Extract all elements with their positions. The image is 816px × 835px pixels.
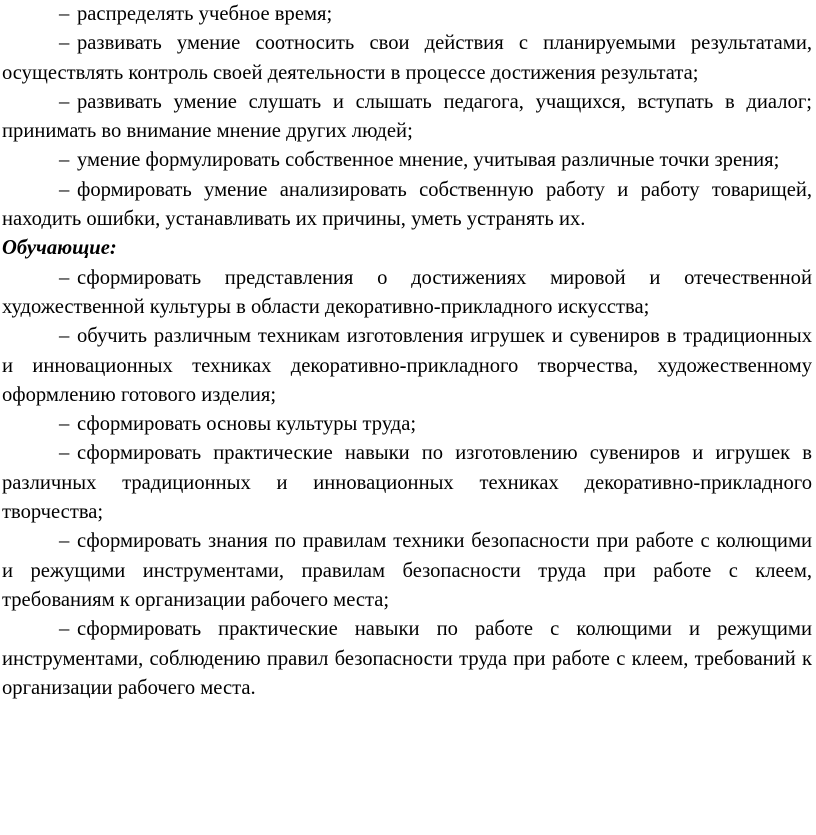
list-item bbox=[2, 29, 812, 88]
bullet-dash: – bbox=[59, 442, 70, 465]
bullet-dash: – bbox=[59, 149, 70, 172]
bullet-dash: – bbox=[59, 325, 70, 348]
list-item bbox=[2, 0, 812, 29]
list-item bbox=[2, 176, 812, 235]
bullet-dash: – bbox=[59, 618, 70, 641]
bullet-dash: – bbox=[59, 178, 70, 201]
list-item-text: сформировать представления о достижениях мировой и отечественной художественной культуры в области декоративно-прикладного искусства; bbox=[2, 266, 812, 318]
list-item-text: сформировать основы культуры труда; bbox=[77, 413, 417, 436]
list-item bbox=[2, 146, 812, 175]
list-item-text: сформировать практические навыки по работе с колющими и режущими инструментами, соблюдению правил безопасности труда при работе с клеем, требований к организации рабочего места. bbox=[2, 618, 812, 699]
list-item bbox=[2, 527, 812, 615]
list-item-text: обучить различным техникам изготовления игрушек и сувениров в традиционных и инновационных техниках декоративно-прикладного творчества, художественному оформлению готового изделия; bbox=[2, 325, 812, 406]
section-heading: Обучающие: bbox=[2, 237, 117, 260]
bullet-dash: – bbox=[59, 266, 70, 289]
document-page bbox=[2, 0, 812, 703]
bullet-dash: – bbox=[59, 32, 70, 55]
bullet-dash: – bbox=[59, 413, 70, 436]
list-item-text: сформировать практические навыки по изготовлению сувениров и игрушек в различных традиционных и инновационных техниках декоративно-прикладного творчества; bbox=[2, 442, 812, 524]
list-item-text: распределять учебное время; bbox=[77, 3, 333, 25]
list-item-text: развивать умение слушать и слышать педагога, учащихся, вступать в диалог; принимать во внимание мнение других людей; bbox=[2, 90, 812, 143]
list-item bbox=[2, 264, 812, 323]
bullet-dash: – bbox=[59, 3, 70, 25]
list-item-text: сформировать знания по правилам техники безопасности при работе с колющими и режущими инструментами, правилам безопасности труда при работе с клеем, требованиям к организации рабочего места; bbox=[2, 530, 812, 611]
bullet-dash: – bbox=[59, 530, 70, 553]
list-item bbox=[2, 615, 812, 703]
bullet-dash: – bbox=[59, 90, 70, 113]
list-item bbox=[2, 410, 812, 439]
list-item bbox=[2, 88, 812, 147]
list-item bbox=[2, 439, 812, 527]
list-item-text: формировать умение анализировать собственную работу и работу товарищей, находить ошибки, устанавливать их причины, уметь устранять их. bbox=[2, 178, 812, 231]
list-item-text: умение формулировать собственное мнение, учитывая различные точки зрения; bbox=[77, 149, 780, 172]
list-item bbox=[2, 322, 812, 410]
list-item-text: развивать умение соотносить свои действия с планируемыми результатами, осуществлять контроль своей деятельности в процессе достижения результата; bbox=[2, 32, 812, 84]
